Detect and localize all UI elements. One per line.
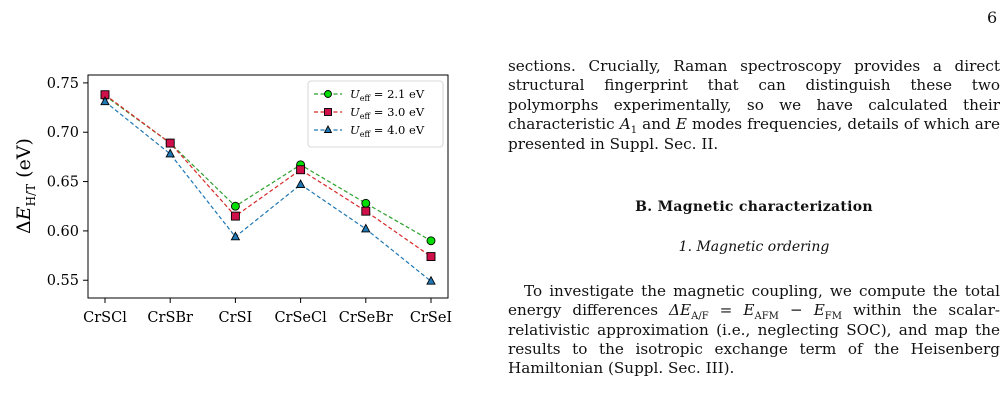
- paragraph-magnetic-coupling: [508, 282, 1000, 379]
- data-point: [297, 166, 305, 174]
- math-symbol: E: [813, 301, 825, 320]
- data-point: [166, 149, 174, 157]
- x-tick-label: CrSBr: [147, 310, 193, 326]
- data-point: [231, 202, 239, 210]
- mode-subscript: 1: [630, 125, 638, 137]
- legend-entries: [314, 87, 425, 139]
- subsection-heading: 1. Magnetic ordering: [678, 239, 830, 256]
- y-tick-label: 0.60: [46, 223, 79, 240]
- math-operator: −: [778, 301, 814, 320]
- data-point: [427, 253, 435, 261]
- data-point: [362, 207, 370, 215]
- y-axis-ticks: [47, 76, 88, 289]
- x-tick-label: CrSI: [218, 310, 253, 326]
- x-tick-label: CrSeI: [409, 310, 453, 326]
- mode-symbol: A: [619, 115, 631, 134]
- math-subscript: AFM: [754, 311, 779, 323]
- paragraph-text: modes frequencies, details of which are presented in Suppl. Sec. II.: [508, 115, 1001, 153]
- y-axis-label: $\Delta E_{H/T}$ (eV): [13, 138, 38, 234]
- legend-label: $U_{eff} = 3.0$ eV: [350, 105, 425, 121]
- paragraph-text: and: [637, 115, 676, 134]
- section-heading: B. Magnetic characterization: [635, 199, 873, 216]
- y-tick-label: 0.65: [46, 174, 79, 191]
- x-tick-label: CrSeCl: [274, 310, 327, 326]
- math-symbol: E: [743, 301, 755, 320]
- legend-label: $U_{eff} = 4.0$ eV: [350, 123, 425, 139]
- data-point: [427, 277, 435, 285]
- x-axis-ticks: [83, 298, 452, 326]
- data-point: [231, 212, 239, 220]
- page-number: 6: [987, 8, 998, 27]
- chart-svg: [0, 55, 480, 395]
- math-symbol: ΔE: [669, 301, 692, 320]
- legend: [308, 81, 443, 147]
- math-subscript: A/F: [691, 311, 709, 323]
- paragraph-raman: [508, 57, 1000, 154]
- paragraph-text: sections. Crucially, Raman spectroscopy provides a direct structural fingerprint that can distinguish these two polymorphs experimentally, so we have calculated their characteristic: [508, 57, 1000, 134]
- data-point: [325, 91, 332, 98]
- data-point: [427, 237, 435, 245]
- y-tick-label: 0.70: [46, 125, 79, 142]
- x-tick-label: CrSCl: [83, 310, 127, 326]
- data-point: [325, 109, 332, 116]
- mode-symbol: E: [675, 115, 687, 134]
- data-point: [166, 139, 174, 147]
- x-tick-label: CrSeBr: [338, 310, 393, 326]
- paragraph-text: within the scalar-relativistic approximation (i.e., neglecting SOC), and map the results to the isotropic exchange term of the Heisenberg Hamiltonian (Suppl. Sec. III).: [508, 301, 1000, 378]
- y-tick-label: 0.55: [46, 273, 79, 290]
- data-point: [362, 199, 370, 207]
- math-operator: =: [708, 301, 744, 320]
- energy-difference-chart: [0, 55, 480, 395]
- data-point: [362, 224, 370, 232]
- legend-label: $U_{eff} = 2.1$ eV: [350, 87, 425, 103]
- paragraph-text: To investigate the magnetic coupling, we compute the total energy differences: [508, 281, 1000, 320]
- text-column: [508, 57, 1000, 379]
- data-point: [297, 180, 305, 188]
- math-subscript: FM: [824, 311, 842, 323]
- y-tick-label: 0.75: [46, 75, 79, 92]
